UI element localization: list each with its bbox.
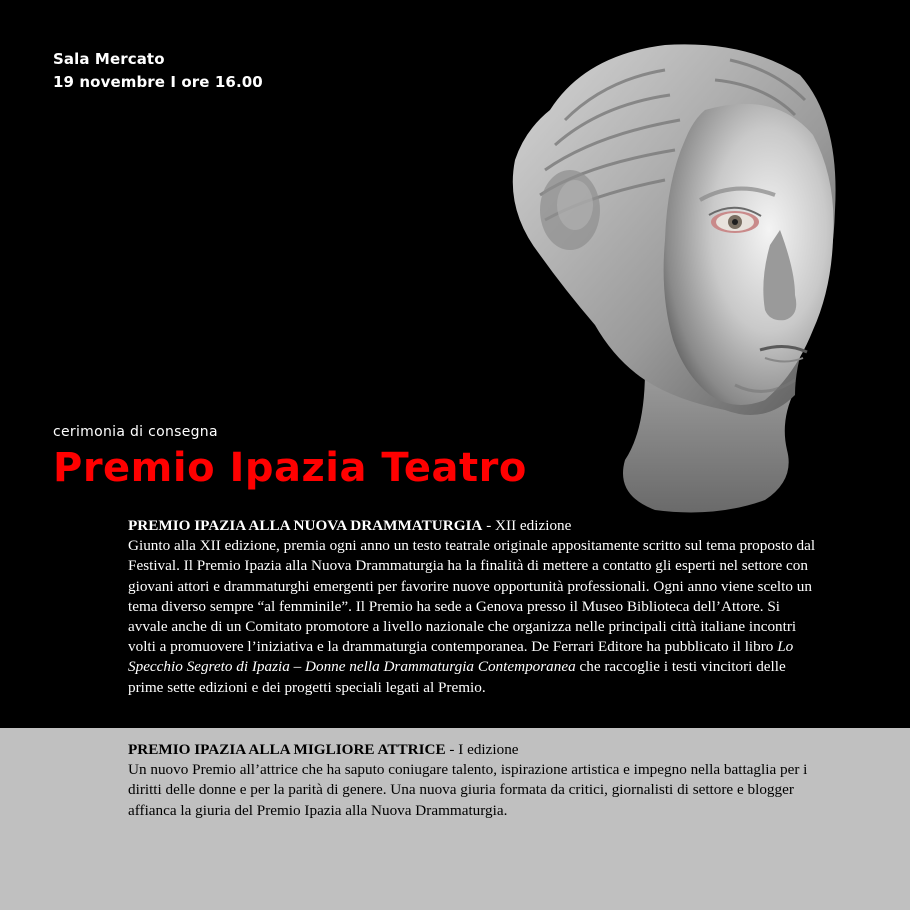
heading-edition: - XII edizione xyxy=(482,517,572,534)
section-body: Un nuovo Premio all’attrice che ha saputo coniugare talento, ispirazione artistica e impegno nella battaglia per i diritti delle donne e per la parità di genere. Una nuova giuria formata da critici, giornalisti di settore e blogger affianca la giuria del Premio Ipazia alla Nuova Drammaturgia. xyxy=(128,761,808,819)
section-body xyxy=(128,536,818,698)
event-datetime: 19 novembre I ore 16.00 xyxy=(53,73,263,91)
section-migliore-attrice xyxy=(128,740,818,832)
body-text: Giunto alla XII edizione, premia ogni anno un testo teatrale originale appositamente scritto sul tema proposto dal Festival. Il Premio Ipazia alla Nuova Drammaturgia ha la finalità di mettere a contatto gli esperti nel settore con giovani attori e drammaturghi emergenti per favorire nuove opportunità professionali. Ogni anno viene scelto un tema diverso sempre “al femminile”. Il Premio ha sede a Genova presso il Museo Biblioteca dell’Attore. Si avvale anche di un Comitato promotore a livello nazionale che organizza nelle principali città italiane incontri volti a promuovere l’iniziativa e la drammaturgia contemporanea. De Ferrari Editore ha pubblicato il libro xyxy=(128,537,816,656)
heading-edition: - I edizione xyxy=(445,741,519,758)
section-nuova-drammaturgia xyxy=(128,516,818,698)
event-subtitle: cerimonia di consegna xyxy=(53,424,218,440)
heading-title: PREMIO IPAZIA ALLA NUOVA DRAMMATURGIA xyxy=(128,517,483,534)
heading-title: PREMIO IPAZIA ALLA MIGLIORE ATTRICE xyxy=(128,741,446,758)
section-heading xyxy=(128,516,818,536)
book-title: Lo Specchio Segreto di Ipazia – Donne nella Drammaturgia Contemporanea xyxy=(128,638,794,676)
event-title: Premio Ipazia Teatro xyxy=(53,445,527,491)
venue-name: Sala Mercato xyxy=(53,50,165,68)
marble-head-image xyxy=(495,40,840,515)
body-text-end: che raccoglie i testi vincitori delle prime sette edizioni e dei progetti speciali legati al Premio. xyxy=(128,658,786,696)
section-heading xyxy=(128,740,818,760)
